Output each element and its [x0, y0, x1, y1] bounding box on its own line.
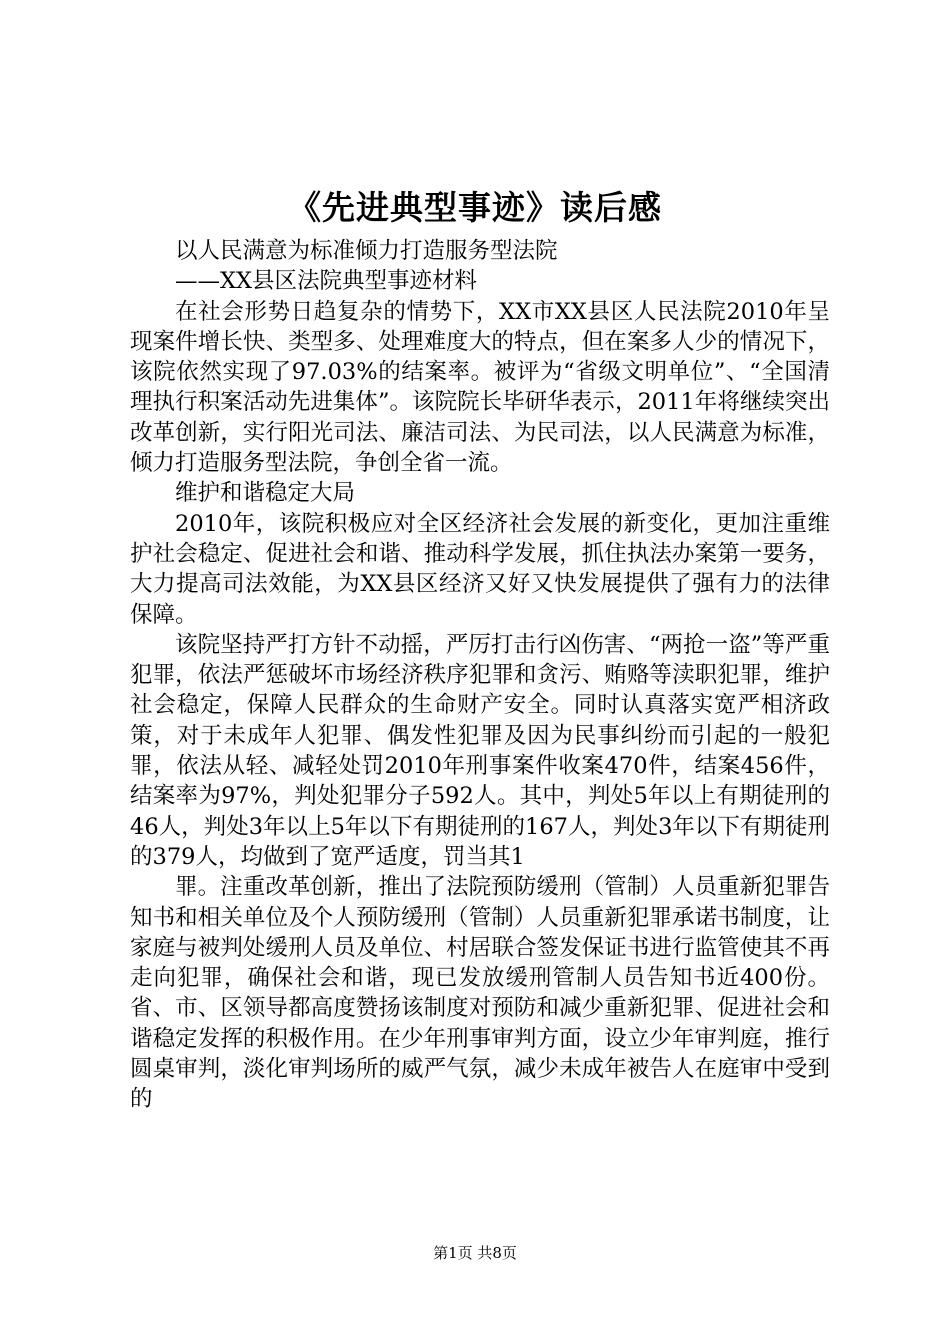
paragraph-crime: 该院坚持严打方针不动摇，严厉打击行凶伤害、“两抢一盗”等严重犯罪，依法严惩破坏市场经济秩序犯罪和贪污、贿赂等渎职犯罪，维护社会稳定，保障人民群众的生命财产安全。同时认真落实宽严相济政策，对于未成年人犯罪、偶发性犯罪及因为民事纠纷而引起的一般犯罪，依法从轻、减轻处罚2010年刑事案件收案470件，结案456件，结案率为97%，判处犯罪分子592人。其中，判处5年以上有期徒刑的46人，判处3年以上5年以下有期徒刑的167人，判处3年以下有期徒刑的379人，均做到了宽严适度，罚当其1	[130, 631, 830, 870]
section-heading: 维护和谐稳定大局	[175, 480, 356, 507]
document-body	[130, 236, 830, 1115]
subtitle-line-1: 以人民满意为标准倾力打造服务型法院	[175, 238, 558, 264]
subtitle-line-2: ——XX县区法院典型事迹材料	[175, 268, 478, 295]
document-title: 《先进典型事迹》读后感	[288, 188, 662, 227]
paragraph-intro: 在社会形势日趋复杂的情势下，XX市XX县区人民法院2010年呈现案件增长快、类型多、处理难度大的特点，但在案多人少的情况下，该院依然实现了97.03%的结案率。被评为“省级文明单位”、“全国清理执行积案活动先进集体”。该院院长毕研华表示，2011年将继续突出改革创新，实行阳光司法、廉洁司法、为民司法，以人民满意为标准，倾力打造服务型法院，争创全省一流。	[130, 298, 830, 477]
paragraph-2010: 2010年，该院积极应对全区经济社会发展的新变化，更加注重维护社会稳定、促进社会和谐、推动科学发展，抓住执法办案第一要务，大力提高司法效能，为XX县区经济又好又快发展提供了强有力的法律保障。	[130, 510, 830, 628]
paragraph-reform: 罪。注重改革创新，推出了法院预防缓刑（管制）人员重新犯罪告知书和相关单位及个人预防缓刑（管制）人员重新犯罪承诺书制度，让家庭与被判处缓刑人员及单位、村居联合签发保证书进行监管使其不再走向犯罪，确保社会和谐，现已发放缓刑管制人员告知书近400份。省、市、区领导都高度赞扬该制度对预防和减少重新犯罪、促进社会和谐稳定发挥的积极作用。在少年刑事审判方面，设立少年审判庭，推行圆桌审判，淡化审判场所的威严气氛，减少未成年被告人在庭审中受到的	[130, 874, 830, 1113]
page-number-footer: 第1页 共8页	[433, 1244, 517, 1262]
